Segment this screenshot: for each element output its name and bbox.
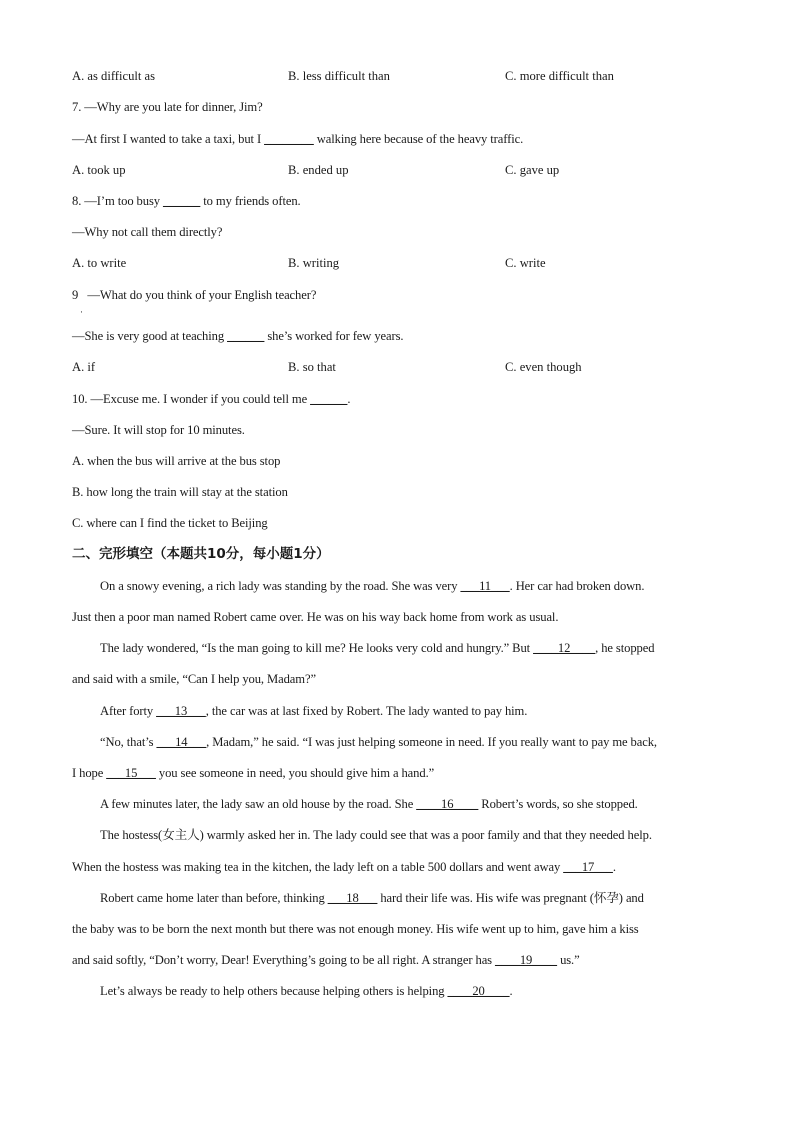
section-heading: 二、完形填空（本题共10分，每小题1分） bbox=[72, 546, 330, 562]
text: A few minutes later, the lady saw an old house by the road. She bbox=[100, 797, 417, 811]
q8-question bbox=[72, 193, 301, 209]
passage-line bbox=[100, 796, 638, 812]
q9-answer-line bbox=[72, 328, 403, 344]
blank-15: ___15___ bbox=[106, 766, 156, 780]
passage-line bbox=[100, 578, 644, 594]
passage-line bbox=[100, 734, 657, 750]
passage-line bbox=[100, 890, 644, 906]
q10-question bbox=[72, 391, 350, 407]
blank-12: ____12____ bbox=[533, 641, 596, 655]
text: she’s worked for few years. bbox=[264, 329, 404, 343]
q7-option-b: B. ended up bbox=[288, 163, 349, 177]
blank: ______ bbox=[310, 392, 348, 406]
passage-line: and said with a smile, “Can I help you, Madam?” bbox=[72, 672, 316, 686]
text: us.” bbox=[557, 953, 580, 967]
blank-11: ___11___ bbox=[460, 579, 510, 593]
text: hard their life was. His wife was pregnant (怀孕) and bbox=[377, 891, 644, 905]
q7-option-c: C. gave up bbox=[505, 163, 560, 177]
text: —She is very good at teaching bbox=[72, 329, 228, 343]
blank: ______ bbox=[163, 194, 201, 208]
passage-line bbox=[72, 952, 580, 968]
q6-option-c: C. more difficult than bbox=[505, 69, 614, 83]
blank-19: ____19____ bbox=[495, 953, 558, 967]
blank-20: ____20____ bbox=[447, 984, 510, 998]
q9-option-c: C. even though bbox=[505, 360, 582, 374]
q10-option-a: A. when the bus will arrive at the bus stop bbox=[72, 454, 281, 468]
blank-13: ___13___ bbox=[156, 704, 206, 718]
q8-option-a: A. to write bbox=[72, 256, 127, 270]
q9-option-b: B. so that bbox=[288, 360, 336, 374]
text: , he stopped bbox=[595, 641, 655, 655]
blank-14: ___14___ bbox=[156, 735, 207, 749]
q9-question: 9 —What do you think of your English teacher? bbox=[72, 288, 317, 302]
text: . Her car had broken down. bbox=[509, 579, 645, 593]
passage-line: The hostess(女主人) warmly asked her in. The lady could see that was a poor family and that they needed help. bbox=[100, 828, 652, 842]
text: to my friends often. bbox=[200, 194, 301, 208]
text: Robert came home later than before, thinking bbox=[100, 891, 328, 905]
passage-line bbox=[100, 983, 513, 999]
blank: ______ bbox=[227, 329, 265, 343]
text: The lady wondered, “Is the man going to kill me? He looks very cold and hungry.” But bbox=[100, 641, 534, 655]
q10-answer-line: —Sure. It will stop for 10 minutes. bbox=[72, 423, 245, 437]
text: . bbox=[509, 984, 513, 998]
text: —At first I wanted to take a taxi, but I bbox=[72, 132, 265, 146]
blank-17: ___17___ bbox=[563, 860, 613, 874]
text: After forty bbox=[100, 704, 157, 718]
text: 8. —I’m too busy bbox=[72, 194, 164, 208]
passage-line bbox=[100, 703, 527, 719]
q6-option-a: A. as difficult as bbox=[72, 69, 156, 83]
text: walking here because of the heavy traffic. bbox=[313, 132, 524, 146]
text: you see someone in need, you should give him a hand.” bbox=[155, 766, 435, 780]
q9-option-a: A. if bbox=[72, 360, 96, 374]
q10-option-c: C. where can I find the ticket to Beijing bbox=[72, 516, 268, 530]
text: 10. —Excuse me. I wonder if you could tell me bbox=[72, 392, 311, 406]
text: and said softly, “Don’t worry, Dear! Everything’s going to be all right. A stranger has bbox=[72, 953, 496, 967]
q7-answer-line bbox=[72, 131, 523, 147]
q10-option-b: B. how long the train will stay at the station bbox=[72, 485, 288, 499]
q7-question: 7. —Why are you late for dinner, Jim? bbox=[72, 100, 263, 114]
passage-line bbox=[72, 859, 616, 875]
text: , Madam,” he said. “I was just helping someone in need. If you really want to pay me back, bbox=[206, 735, 657, 749]
text: “No, that’s bbox=[100, 735, 157, 749]
q7-option-a: A. took up bbox=[72, 163, 126, 177]
q8-option-b: B. writing bbox=[288, 256, 340, 270]
blank: ________ bbox=[264, 132, 314, 146]
text: Let’s always be ready to help others because helping others is helping bbox=[100, 984, 448, 998]
blank-16: ____16____ bbox=[416, 797, 479, 811]
text: Robert’s words, so she stopped. bbox=[478, 797, 638, 811]
blank-18: ___18___ bbox=[327, 891, 378, 905]
stray-dot: · bbox=[80, 307, 83, 317]
text: , the car was at last fixed by Robert. The lady wanted to pay him. bbox=[205, 704, 528, 718]
passage-line bbox=[100, 640, 654, 656]
text: . bbox=[347, 392, 351, 406]
passage-line: Just then a poor man named Robert came over. He was on his way back home from work as usual. bbox=[72, 610, 559, 624]
text: On a snowy evening, a rich lady was standing by the road. She was very bbox=[100, 579, 461, 593]
q8-option-c: C. write bbox=[505, 256, 546, 270]
q8-answer-line: —Why not call them directly? bbox=[72, 225, 223, 239]
passage-line: the baby was to be born the next month but there was not enough money. His wife went up to him, gave him a kiss bbox=[72, 922, 639, 936]
text: I hope bbox=[72, 766, 107, 780]
text: When the hostess was making tea in the kitchen, the lady left on a table 500 dollars and went away bbox=[72, 860, 564, 874]
q6-option-b: B. less difficult than bbox=[288, 69, 390, 83]
passage-line bbox=[72, 765, 434, 781]
text: . bbox=[612, 860, 616, 874]
